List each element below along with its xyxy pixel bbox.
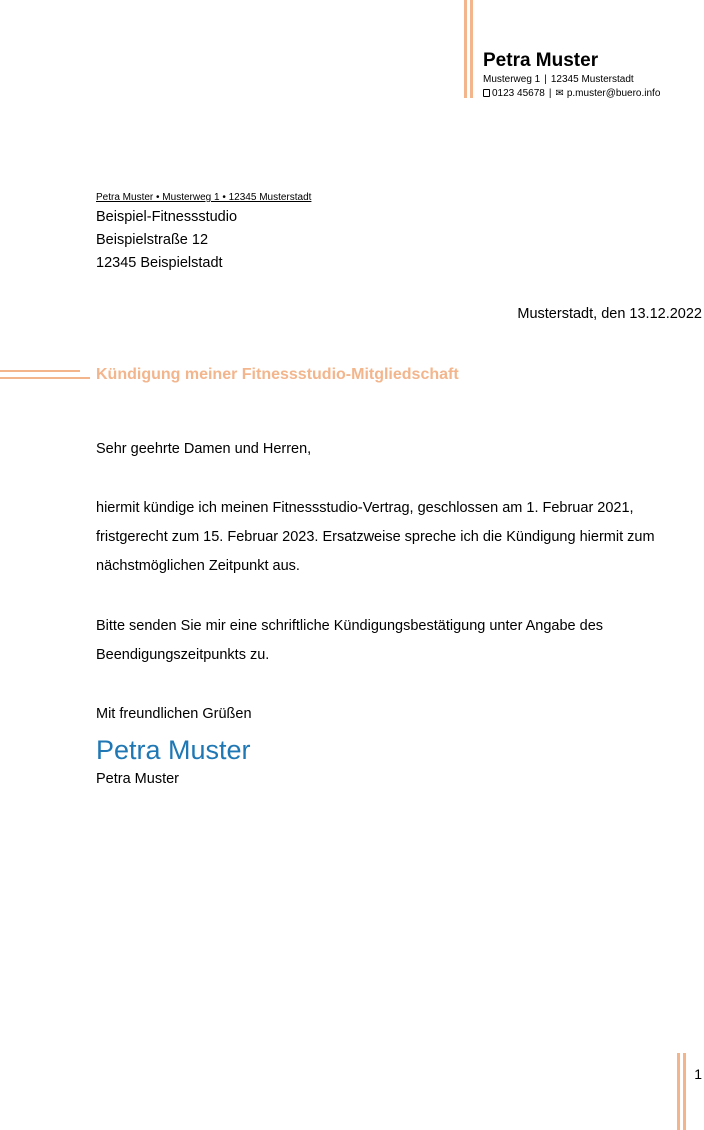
closing: Mit freundlichen Grüßen (96, 706, 252, 722)
paragraph-1-line-2: fristgerecht zum 15. Februar 2023. Ersatzweise spreche ich die Kündigung hiermit zum (96, 529, 655, 545)
sender-address (483, 74, 634, 85)
page-number: 1 (694, 1066, 702, 1082)
header-accent-line-right (470, 0, 473, 98)
paragraph-2-line-2: Beendigungszeitpunkts zu. (96, 647, 270, 663)
signature-name: Petra Muster (96, 771, 179, 787)
footer-accent-line-right (683, 1053, 686, 1130)
sender-city: 12345 Musterstadt (550, 74, 634, 85)
phone-icon (483, 89, 490, 97)
sender-name: Petra Muster (483, 50, 599, 71)
header-accent-line-left (464, 0, 467, 98)
return-address-line: Petra Muster • Musterweg 1 • 12345 Musterstadt (96, 192, 312, 203)
subject-accent-line-top (0, 370, 80, 372)
subject-line: Kündigung meiner Fitnessstudio-Mitgliedschaft (96, 366, 459, 383)
envelope-icon: ✉ (555, 88, 564, 99)
recipient-name: Beispiel-Fitnessstudio (96, 209, 238, 225)
address-separator: | (544, 74, 547, 85)
recipient-city: 12345 Beispielstadt (96, 255, 223, 271)
date-line: Musterstadt, den 13.12.2022 (517, 306, 702, 322)
paragraph-1-line-1: hiermit kündige ich meinen Fitnessstudio-Vertrag, geschlossen am 1. Februar 2021, (96, 500, 634, 516)
subject-accent-line-bottom (0, 377, 90, 379)
sender-phone: 0123 45678 (492, 88, 545, 99)
signature: Petra Muster (96, 735, 251, 765)
sender-email: p.muster@buero.info (566, 88, 661, 99)
footer-accent-line-left (677, 1053, 680, 1130)
paragraph-2-line-1: Bitte senden Sie mir eine schriftliche Kündigungsbestätigung unter Angabe des (96, 618, 604, 634)
contact-separator: | (548, 88, 552, 99)
salutation: Sehr geehrte Damen und Herren, (96, 441, 312, 457)
paragraph-1-line-3: nächstmöglichen Zeitpunkt aus. (96, 558, 300, 574)
sender-street: Musterweg 1 (483, 74, 541, 85)
recipient-street: Beispielstraße 12 (96, 232, 209, 248)
sender-contact (483, 88, 660, 99)
